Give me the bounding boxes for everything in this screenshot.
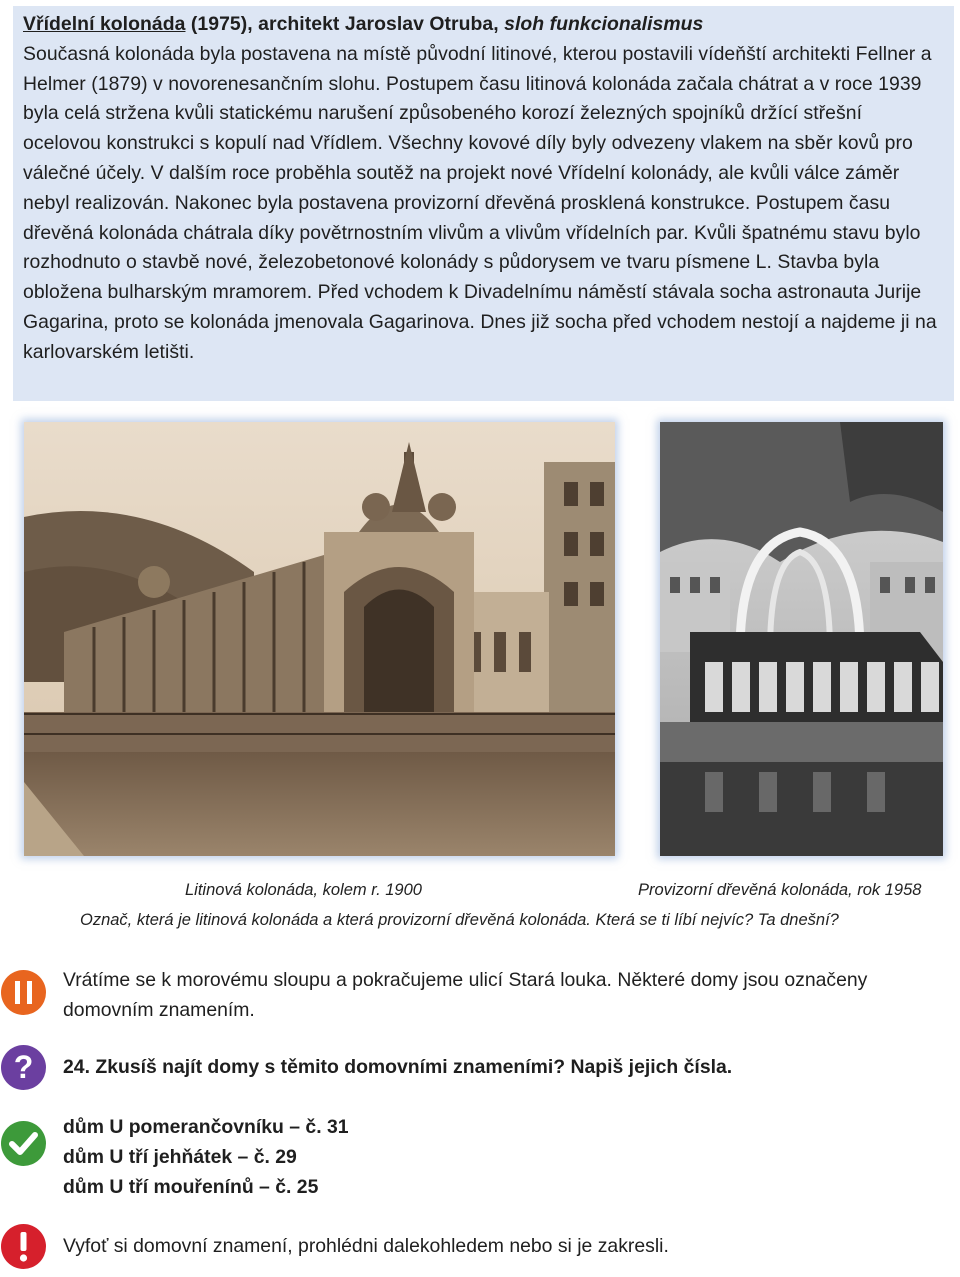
answer-item: dům U tří jehňátek – č. 29 <box>63 1145 297 1168</box>
exclamation-icon <box>1 1224 46 1269</box>
task-note: Označ, která je litinová kolonáda a která provizorní dřevěná kolonáda. Která se ti líbí nejvíc? Ta dnešní? <box>80 911 839 929</box>
colonnade-style: sloh funkcionalismus <box>504 13 704 35</box>
intro-box <box>13 6 954 401</box>
caption-wooden: Provizorní dřevěná kolonáda, rok 1958 <box>638 881 922 899</box>
colonnade-architect: (1975), architekt Jaroslav Otruba, <box>185 13 505 35</box>
intro-paragraph: Současná kolonáda byla postavena na místě původní litinové, kterou postavili vídeňští architekti Fellner a Helmer (1879) v novorenesančním slohu. Postupem času litinová kolonáda začala chátrat a v roce 1939 byla celá stržena kvůli statickému narušení způsobeného korozí železných spojníků držící střešní ocelovou konstrukci s kopulí nad Vřídlem. Všechny kovové díly byly odvezeny vlakem na sběr kovů pro válečné účely. V dalším roce proběhla soutěž na projekt nové Vřídelní kolonády, ale kvůli válce záměr nebyl realizován. Nakonec byla postavena provizorní dřevěná prosklená konstrukce. Postupem času dřevěná kolonáda chátrala díky povětrnostním vlivům a vlivům vřídelních par. Kvůli špatnému stavu bylo rozhodnuto o stavbě nové, železobetonové kolonády s půdorysem ve tvaru písmene L. Stavba byla obložena bulharským mramorem. Před vchodem k Divadelnímu náměstí stávala socha astronauta Jurije Gagarina, proto se kolonáda jmenovala Gagarinova. Dnes již socha před vchodem nestojí a najdeme ji na karlovarském letišti. <box>23 42 937 363</box>
question-text: 24. Zkusíš najít domy s těmito domovními znameními? Napiš jejich čísla. <box>63 1056 733 1078</box>
caption-cast-iron: Litinová kolonáda, kolem r. 1900 <box>185 881 422 899</box>
pause-icon <box>1 970 46 1015</box>
checkmark-icon <box>1 1121 46 1166</box>
answer-item: dům U pomerančovníku – č. 31 <box>63 1116 349 1138</box>
svg-text:?: ? <box>13 1049 34 1085</box>
walk-text: Vrátíme se k morovému sloupu a pokračujeme ulicí Stará louka. Některé domy jsou označeny domovním znamením. <box>63 969 868 1021</box>
photo-wooden-colonnade <box>660 422 943 856</box>
answer-item: dům U tří mouřenínů – č. 25 <box>63 1175 319 1198</box>
colonnade-title: Vřídelní kolonáda <box>23 13 186 35</box>
question-icon <box>1 1045 46 1090</box>
tip-text: Vyfoť si domovní znamení, prohlédni dalekohledem nebo si je zakresli. <box>63 1235 669 1257</box>
photo-cast-iron-colonnade <box>24 422 615 856</box>
answers-list <box>63 1113 953 1202</box>
